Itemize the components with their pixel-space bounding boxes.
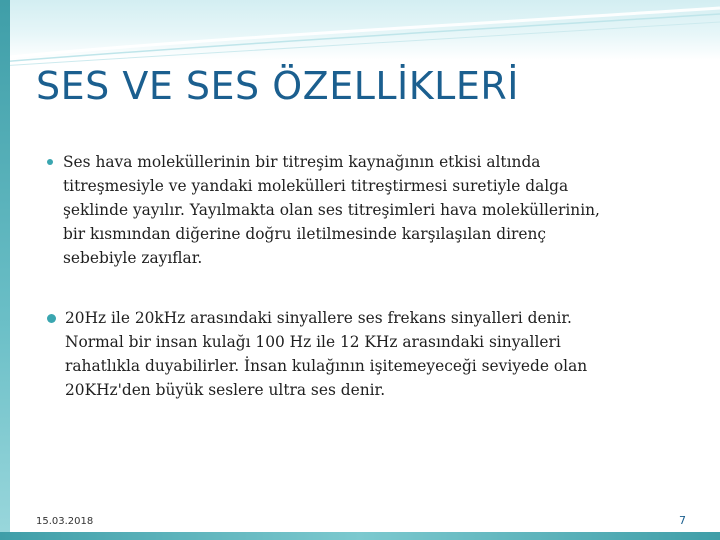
left-accent-bar (0, 0, 10, 540)
slide-title: SES VE SES ÖZELLİKLERİ (36, 64, 519, 108)
page-number: 7 (679, 514, 686, 527)
bullet-icon (47, 159, 53, 165)
bullet-item (47, 150, 687, 270)
bottom-accent-bar (0, 532, 720, 540)
bullet-icon (47, 314, 56, 323)
bullet-text: 20Hz ile 20kHz arasındaki sinyallere ses frekans sinyalleri denir. Normal bir insan kulağı 100 Hz ile 12 KHz arasındaki sinyalleri rahatlıkla duyabilirler. İnsan kulağının işitemeyeceği seviyede olan 20KHz'den büyük seslere ultra ses denir. (65, 309, 588, 399)
bullet-text: Ses hava moleküllerinin bir titreşim kaynağının etkisi altında titreşmesiyle ve yandaki molekülleri titreştirmesi suretiyle dalga şeklinde yayılır. Yayılmakta olan ses titreşimleri hava moleküllerinin, bir kısmından diğerine doğru iletilmesinde karşılaşılan direnç sebebiyle zayıflar. (63, 153, 600, 267)
footer-date: 15.03.2018 (36, 516, 94, 527)
decorative-wave-lines (0, 0, 720, 70)
bullet-item (47, 306, 687, 402)
